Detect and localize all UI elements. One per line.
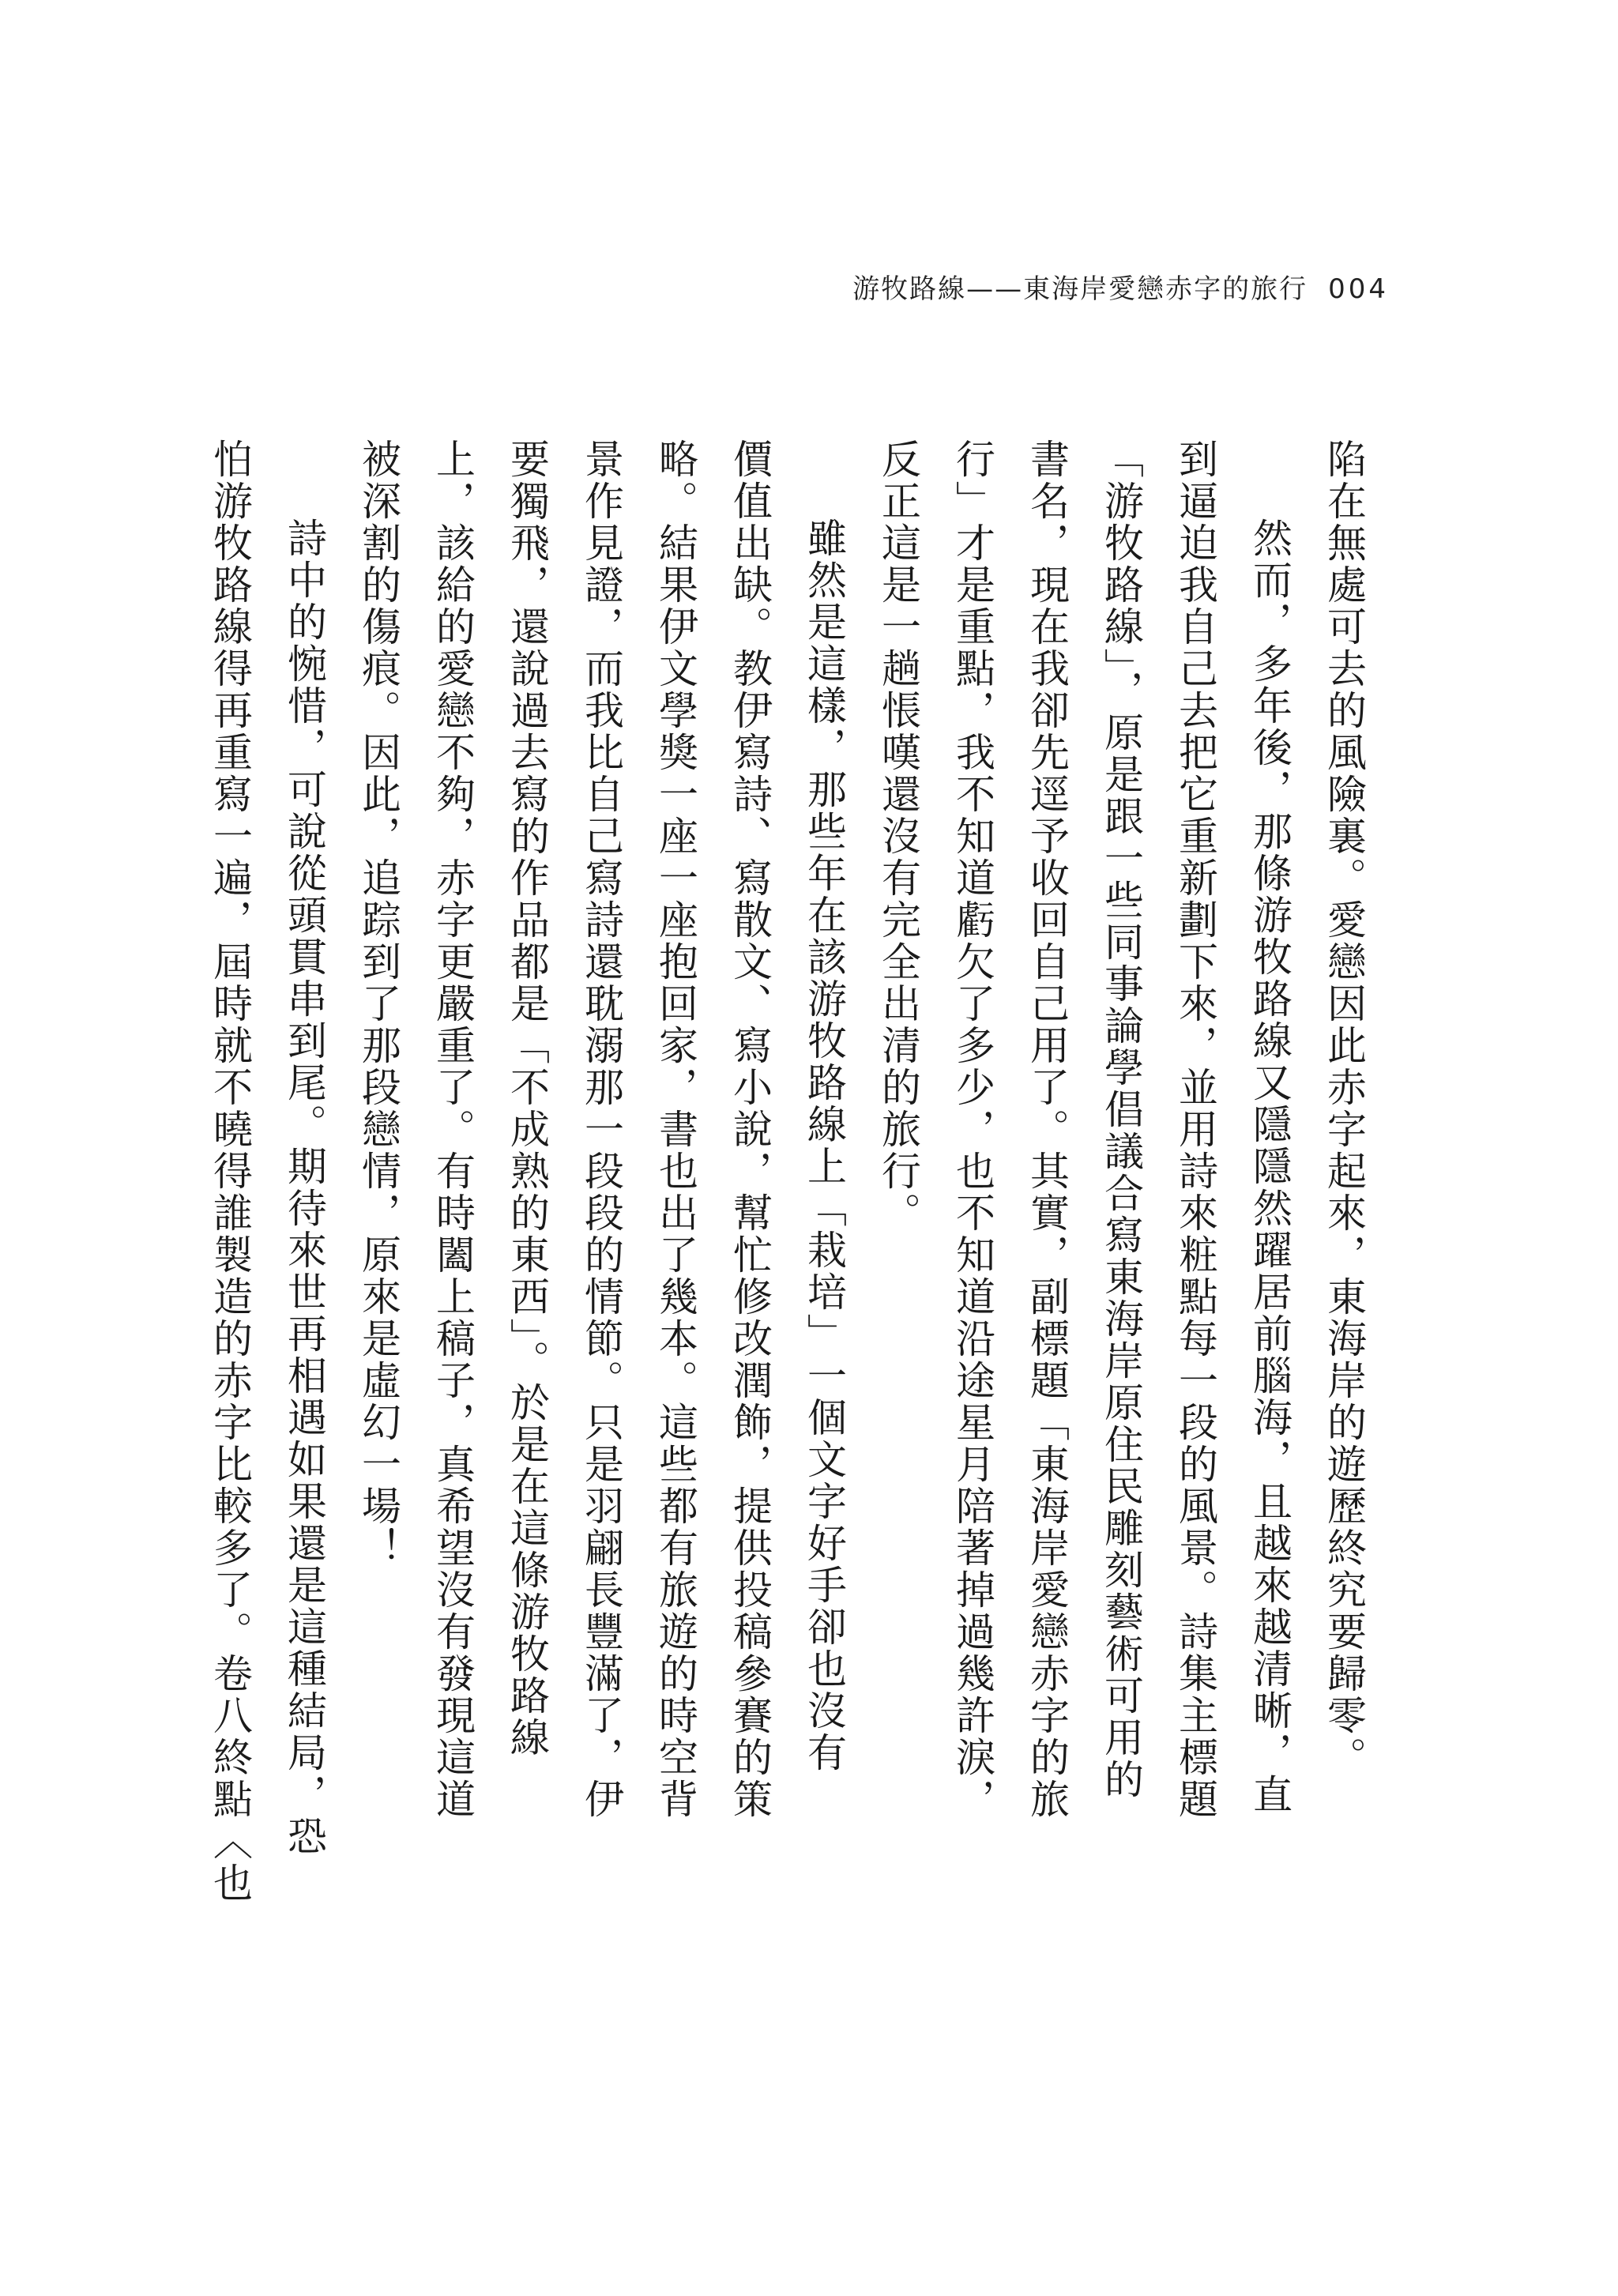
text-line-7: 反正這是一趟悵嘆還沒有完全出清的旅行。: [875, 438, 921, 1234]
text-line-8: 雖然是這樣，那些年在該游牧路線上「栽培」一個文字好手卻也沒有: [801, 518, 847, 1774]
chapter-title: 游牧路線——東海岸愛戀赤字的旅行: [852, 273, 1308, 305]
text-line-13: 上，該給的愛戀不夠，赤字更嚴重了。有時闔上稿子，真希望沒有發現這道: [430, 438, 476, 1820]
running-header: [852, 267, 1389, 306]
text-line-1: 陷在無處可去的風險裏。愛戀因此赤字起來，東海岸的遊歷終究要歸零。: [1321, 438, 1367, 1778]
text-line-4: 「游牧路線」，原是跟一些同事論學倡議合寫東海岸原住民雕刻藝術可用的: [1098, 438, 1144, 1801]
text-line-2: 然而，多年後，那條游牧路線又隱隱然躍居前腦海，且越來越清晰，直: [1247, 518, 1293, 1816]
text-line-10: 略。結果伊文學獎一座一座抱回家，書也出了幾本。這些都有旅遊的時空背: [653, 438, 698, 1820]
text-line-12: 要獨飛，還說過去寫的作品都是「不成熟的東西」。於是在這條游牧路線: [504, 438, 550, 1759]
text-line-9: 價值出缺。教伊寫詩、寫散文、寫小說，幫忙修改潤飾，提供投稿參賽的策: [727, 438, 773, 1820]
page-number: 004: [1328, 273, 1389, 305]
text-line-16: 怕游牧路線得再重寫一遍，屆時就不曉得誰製造的赤字比較多了。卷八終點〈也: [207, 438, 253, 1904]
text-line-14: 被深割的傷痕。因此，追踪到了那段戀情，原來是虛幻一場！: [356, 438, 401, 1569]
text-line-3: 到逼迫我自己去把它重新劃下來，並用詩來粧點每一段的風景。詩集主標題: [1172, 438, 1218, 1820]
vertical-body-text: [207, 438, 1381, 2090]
text-line-6: 行」才是重點，我不知道虧欠了多少，也不知道沿途星月陪著掉過幾許淚，: [950, 438, 995, 1820]
text-line-5: 書名，現在我卻先逕予收回自己用了。其實，副標題「東海岸愛戀赤字的旅: [1024, 438, 1070, 1820]
text-line-15: 詩中的惋惜，可說從頭貫串到尾。期待來世再相遇如果還是這種結局，恐: [281, 518, 327, 1858]
text-line-11: 景作見證，而我比自己寫詩還耽溺那一段段的情節。只是羽翩長豐滿了，伊: [578, 438, 624, 1820]
